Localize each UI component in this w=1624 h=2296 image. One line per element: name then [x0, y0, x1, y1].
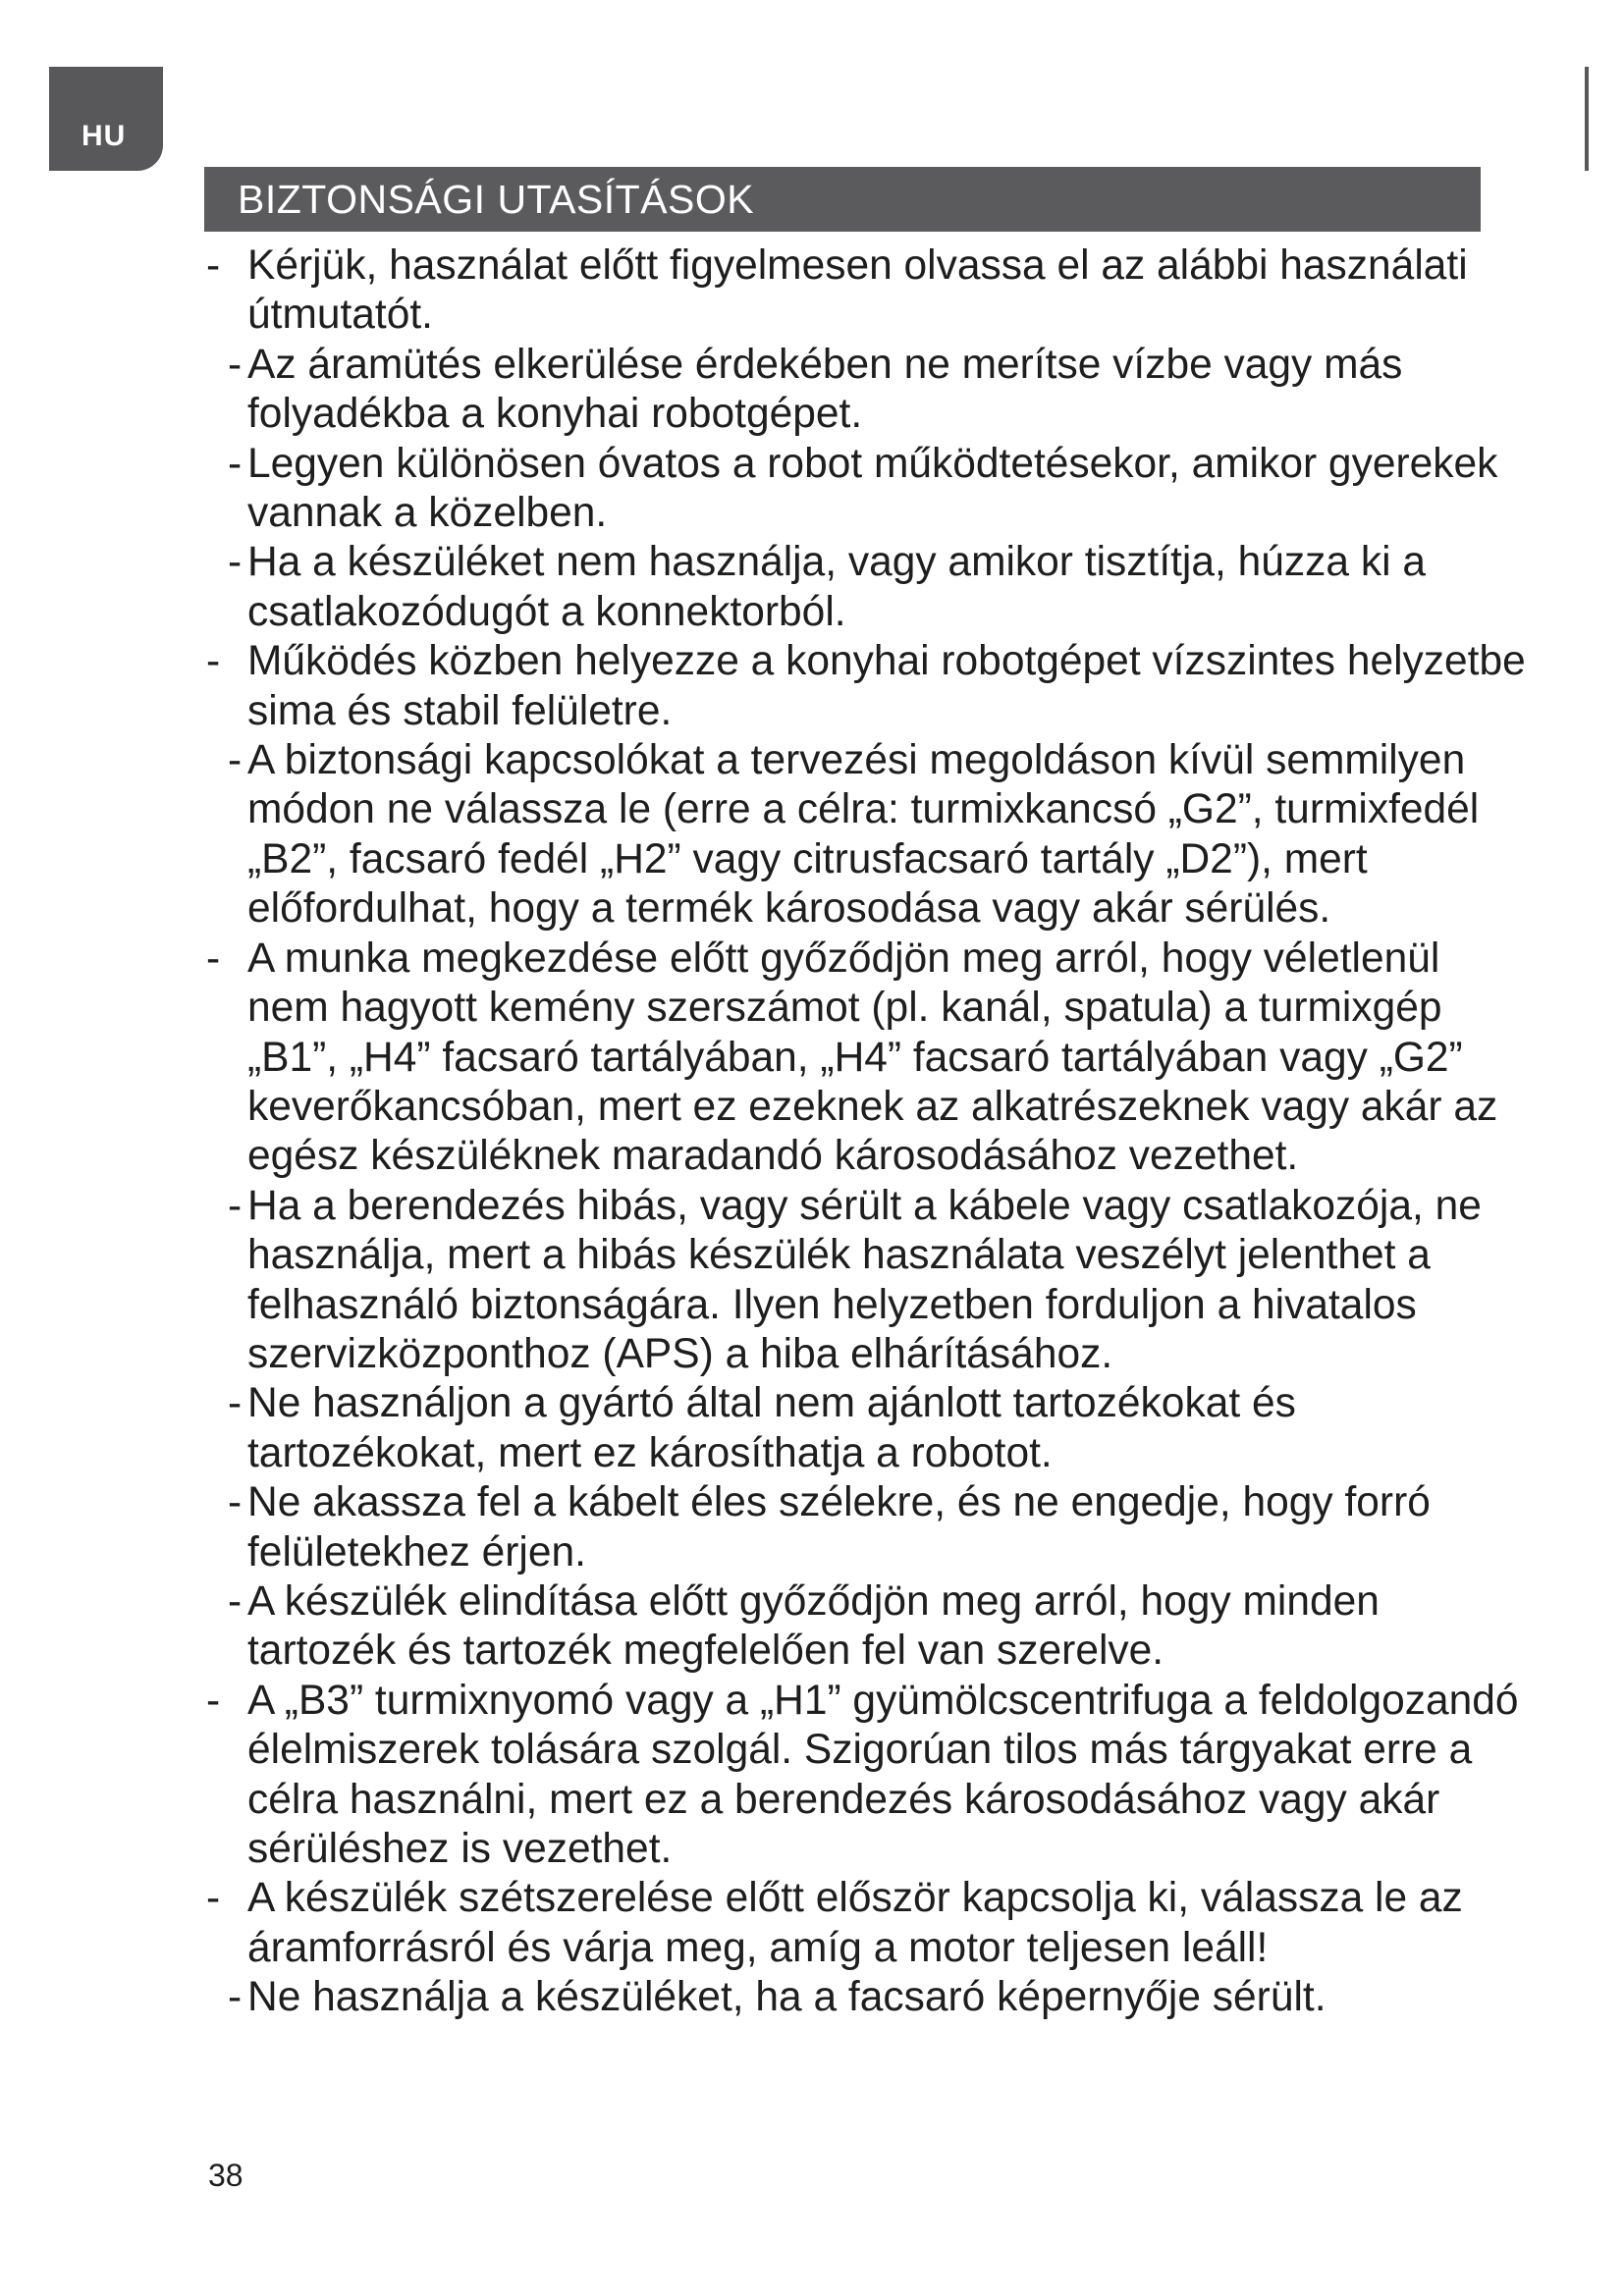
instruction-item	[202, 1677, 1528, 1875]
item-dash: -	[228, 539, 243, 586]
item-dash: -	[228, 1182, 243, 1229]
instruction-text: A készülék szétszerelése előtt először kapcsolja ki, válassza le az áramforrásról és várja meg, amíg a motor teljesen leáll!	[247, 1875, 1463, 1971]
instruction-item	[202, 1577, 1528, 1677]
item-dash: -	[206, 934, 221, 982]
instruction-text: Az áramütés elkerülése érdekében ne merítse vízbe vagy más folyadékba a konyhai robotgépet.	[247, 341, 1403, 438]
instruction-text: Ha a berendezés hibás, vagy sérült a kábele vagy csatlakozója, ne használja, mert a hibás készülék használata veszélyt jelenthet a felhasználó biztonságára. Ilyen helyzetben forduljon a hivatalos szervizközponthoz (APS) a hiba elhárításához.	[247, 1182, 1482, 1377]
instruction-text: A készülék elindítása előtt győződjön meg arról, hogy minden tartozék és tartozék megfelelően fel van szerelve.	[247, 1577, 1380, 1675]
safety-instructions-list	[202, 241, 1528, 2023]
instruction-text: A „B3” turmixnyomó vagy a „H1” gyümölcscentrifuga a feldolgozandó élelmiszerek tolására szolgál. Szigorúan tilos más tárgyakat erre a célra használni, mert ez a berendezés károsodásához vagy akár sérüléshez is vezethet.	[247, 1677, 1519, 1872]
instruction-item	[202, 1874, 1528, 1973]
instruction-item	[202, 440, 1528, 539]
page-number: 38	[208, 2158, 244, 2193]
page-edge-marker	[1585, 67, 1589, 171]
item-dash: -	[206, 1677, 221, 1724]
item-dash: -	[206, 242, 221, 289]
instruction-text: A munka megkezdése előtt győződjön meg arról, hogy véletlenül nem hagyott kemény szerszámot (pl. kanál, spatula) a turmixgép „B1”, „H4” facsaró tartályában, „H4” facsaró tartályában vagy „G2” keverőkancsóban, mert ez ezeknek az alkatrészeknek vagy akár az egész készüléknek maradandó károsodásához vezethet.	[247, 934, 1498, 1180]
section-title: BIZTONSÁGI UTASÍTÁSOK	[204, 167, 1481, 232]
instruction-text: Működés közben helyezze a konyhai robotgépet vízszintes helyzetbe sima és stabil felületre.	[247, 638, 1526, 734]
instruction-item	[202, 637, 1528, 736]
item-dash: -	[228, 1974, 243, 2021]
instruction-text: A biztonsági kapcsolókat a tervezési megoldáson kívül semmilyen módon ne válassza le (erre a célra: turmixkancsó „G2”, turmixfedél „B2”, facsaró fedél „H2” vagy citrusfacsaró tartály „D2”), mert előfordulhat, hogy a termék károsodása vagy akár sérülés.	[247, 737, 1480, 933]
item-dash: -	[228, 440, 243, 487]
language-tab	[49, 67, 163, 171]
instruction-item	[202, 1478, 1528, 1577]
instruction-text: Ne használja a készüléket, ha a facsaró képernyője sérült.	[247, 1974, 1326, 2021]
item-dash: -	[228, 1380, 243, 1427]
instruction-text: Ha a készüléket nem használja, vagy amikor tisztítja, húzza ki a csatlakozódugót a konnektorból.	[247, 539, 1426, 635]
instruction-item	[202, 736, 1528, 934]
instruction-item	[202, 341, 1528, 440]
item-dash: -	[228, 341, 243, 388]
instruction-item	[202, 934, 1528, 1182]
item-dash: -	[206, 1875, 221, 1922]
instruction-item	[202, 241, 1528, 341]
instruction-text: Kérjük, használat előtt figyelmesen olvassa el az alábbi használati útmutatót.	[247, 242, 1468, 339]
instruction-item	[202, 1973, 1528, 2022]
instruction-item	[202, 1182, 1528, 1380]
item-dash: -	[206, 638, 221, 685]
instruction-text: Ne akassza fel a kábelt éles szélekre, és ne engedje, hogy forró felületekhez érjen.	[247, 1479, 1431, 1575]
item-dash: -	[228, 737, 243, 784]
instruction-text: Legyen különösen óvatos a robot működtetésekor, amikor gyerekek vannak a közelben.	[247, 440, 1498, 537]
instruction-item	[202, 1379, 1528, 1478]
item-dash: -	[228, 1479, 243, 1526]
item-dash: -	[228, 1577, 243, 1625]
instruction-item	[202, 538, 1528, 637]
language-code: HU	[81, 120, 127, 152]
instruction-text: Ne használjon a gyártó által nem ajánlott tartozékokat és tartozékokat, mert ez károsíthatja a robotot.	[247, 1380, 1296, 1476]
